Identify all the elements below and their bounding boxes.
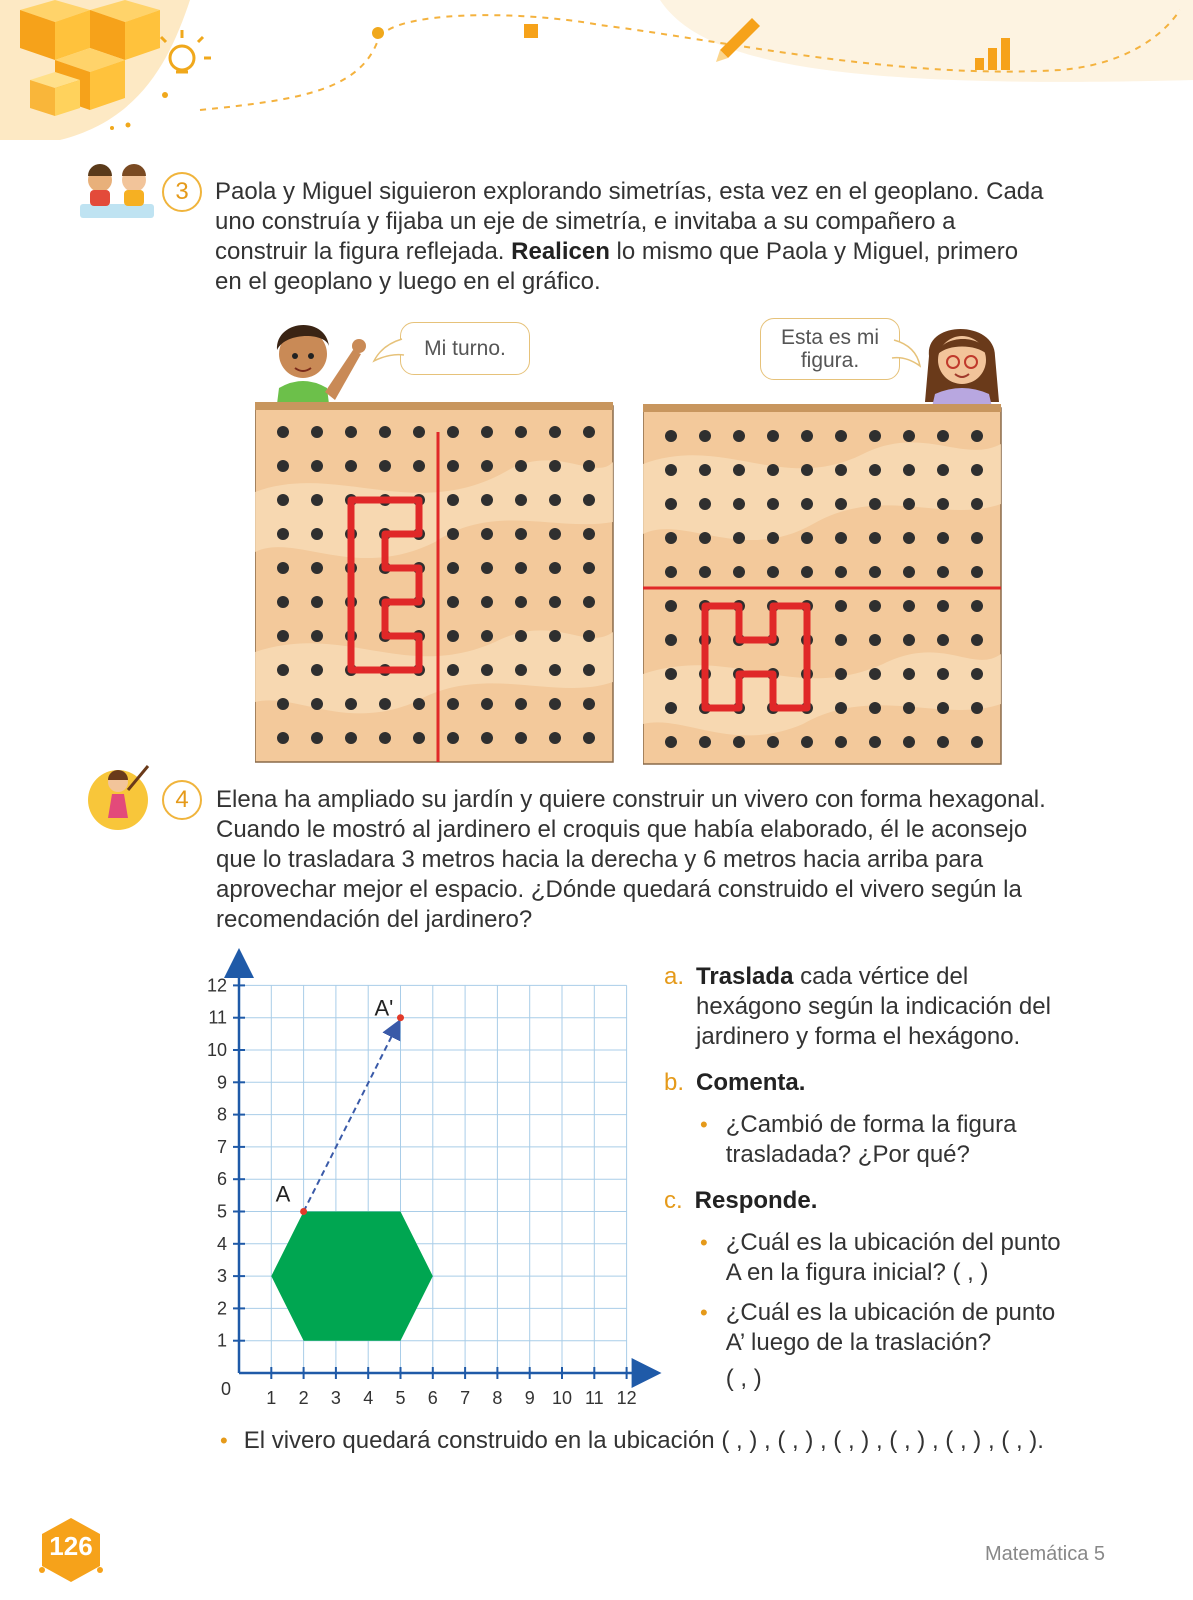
peg xyxy=(481,732,493,744)
peg xyxy=(869,702,881,714)
peg xyxy=(311,494,323,506)
peg xyxy=(413,698,425,710)
activity-3-text-end: lo mismo que Paola y Miguel, primero en el geoplano y luego en el gráfico. xyxy=(215,238,1019,295)
item-a-text xyxy=(696,962,1064,1052)
peg xyxy=(665,566,677,578)
y-tick-label: 4 xyxy=(216,1233,227,1254)
peg xyxy=(937,702,949,714)
peg xyxy=(311,630,323,642)
peg xyxy=(937,566,949,578)
peg xyxy=(515,732,527,744)
peg xyxy=(971,634,983,646)
bullet-icon: • xyxy=(700,1300,708,1325)
peg xyxy=(835,532,847,544)
peg xyxy=(733,498,745,510)
peg xyxy=(665,668,677,680)
peg xyxy=(481,596,493,608)
peg xyxy=(583,698,595,710)
item-c-bullet-2-text: ¿Cuál es la ubicación de punto A’ luego de la traslación? xyxy=(725,1299,1056,1356)
y-tick-label: 11 xyxy=(208,1007,227,1028)
peg xyxy=(801,430,813,442)
peg xyxy=(937,634,949,646)
item-c-letter: c. xyxy=(664,1187,683,1214)
peg xyxy=(481,494,493,506)
peg xyxy=(665,600,677,612)
peg xyxy=(903,600,915,612)
activity-3-bold-verb: Realicen xyxy=(511,238,610,265)
peg xyxy=(311,528,323,540)
peg xyxy=(835,464,847,476)
peg xyxy=(447,698,459,710)
peg xyxy=(869,430,881,442)
peg xyxy=(583,732,595,744)
peg xyxy=(481,562,493,574)
bullet-icon: • xyxy=(700,1112,708,1137)
peg xyxy=(937,464,949,476)
girl-speech-bubble: Esta es mi figura. xyxy=(760,318,900,380)
peg xyxy=(665,634,677,646)
y-tick-label: 12 xyxy=(206,975,227,996)
peg xyxy=(583,528,595,540)
x-tick-label: 6 xyxy=(427,1388,438,1408)
peg xyxy=(413,460,425,472)
origin-label: 0 xyxy=(221,1379,232,1399)
peg xyxy=(447,426,459,438)
peg xyxy=(665,464,677,476)
activity-4-subquestions xyxy=(664,962,1064,1394)
peg xyxy=(665,532,677,544)
peg xyxy=(903,668,915,680)
peg xyxy=(869,498,881,510)
peg xyxy=(733,430,745,442)
peg xyxy=(481,460,493,472)
peg xyxy=(311,664,323,676)
peg xyxy=(277,732,289,744)
peg xyxy=(515,562,527,574)
x-tick-label: 11 xyxy=(584,1388,604,1408)
peg xyxy=(583,460,595,472)
y-tick-label: 5 xyxy=(216,1201,227,1222)
peg xyxy=(515,698,527,710)
bullet-icon: • xyxy=(700,1230,708,1255)
peg xyxy=(767,736,779,748)
peg xyxy=(869,736,881,748)
x-tick-label: 1 xyxy=(266,1388,277,1408)
item-b-bold: Comenta. xyxy=(696,1069,806,1096)
item-c-bold: Responde. xyxy=(694,1187,818,1214)
peg xyxy=(903,702,915,714)
girl-with-pencil-icon xyxy=(88,760,156,832)
peg xyxy=(311,698,323,710)
peg xyxy=(665,736,677,748)
peg xyxy=(515,426,527,438)
tick-marks xyxy=(233,985,627,1379)
peg xyxy=(583,426,595,438)
peg xyxy=(277,596,289,608)
header-decoration xyxy=(0,0,1193,150)
peg xyxy=(549,426,561,438)
y-tick-label: 7 xyxy=(216,1136,227,1157)
peg xyxy=(733,566,745,578)
peg xyxy=(971,498,983,510)
book-title: Matemática 5 xyxy=(985,1543,1106,1565)
peg xyxy=(869,464,881,476)
geoplane-vertical-axis xyxy=(255,402,615,764)
peg xyxy=(311,426,323,438)
peg xyxy=(447,494,459,506)
peg xyxy=(903,566,915,578)
peg xyxy=(733,532,745,544)
peg xyxy=(801,498,813,510)
peg xyxy=(447,630,459,642)
point-a-prime-label: A' xyxy=(374,995,394,1021)
peg xyxy=(767,430,779,442)
peg xyxy=(277,562,289,574)
peg xyxy=(699,498,711,510)
peg xyxy=(481,528,493,540)
peg xyxy=(277,528,289,540)
peg xyxy=(379,698,391,710)
peg xyxy=(937,430,949,442)
peg xyxy=(903,498,915,510)
item-b-letter: b. xyxy=(664,1069,685,1096)
peg xyxy=(549,630,561,642)
y-tick-label: 6 xyxy=(216,1169,227,1190)
y-tick-label: 3 xyxy=(216,1266,227,1287)
activity-number-3: 3 xyxy=(162,172,202,212)
item-c-bullet-2-blank: ( , ) xyxy=(725,1365,762,1392)
peg xyxy=(379,732,391,744)
peg xyxy=(549,596,561,608)
peg xyxy=(379,426,391,438)
activity-4-problem-text: Elena ha ampliado su jardín y quiere construir un vivero con forma hexagonal. Cuando le mostró al jardinero el croquis que había elaborado, él le aconsejo que lo trasladara 3 metros hacia la derecha y 6 metros hacia arriba para aprovechar mejor el espacio. ¿Dónde quedará construido el vivero según la recomendación del jardinero? xyxy=(216,786,1046,933)
peg xyxy=(699,736,711,748)
peg xyxy=(481,698,493,710)
peg xyxy=(345,426,357,438)
peg xyxy=(801,736,813,748)
peg xyxy=(583,664,595,676)
item-c-bullet-2-body xyxy=(726,1298,1064,1394)
peg xyxy=(971,668,983,680)
peg xyxy=(767,498,779,510)
peg xyxy=(447,562,459,574)
peg xyxy=(903,464,915,476)
peg xyxy=(447,596,459,608)
peg xyxy=(971,532,983,544)
peg xyxy=(937,498,949,510)
students-reading-icon xyxy=(76,158,158,222)
peg xyxy=(447,460,459,472)
peg xyxy=(311,732,323,744)
peg xyxy=(481,664,493,676)
point-a-prime xyxy=(397,1014,404,1021)
point-a-label: A xyxy=(275,1181,291,1207)
speech-bubble-tail xyxy=(372,335,406,365)
peg xyxy=(665,430,677,442)
peg xyxy=(971,702,983,714)
peg xyxy=(971,566,983,578)
y-tick-label: 2 xyxy=(216,1298,227,1319)
peg xyxy=(665,498,677,510)
conclusion-text: El vivero quedará construido en la ubicación ( , ) , ( , ) , ( , ) , ( , ) , ( , ) , ( , ). xyxy=(243,1427,1044,1454)
item-c xyxy=(664,1186,1064,1216)
peg xyxy=(699,430,711,442)
y-tick-labels xyxy=(207,975,227,1350)
item-a-letter: a. xyxy=(664,963,685,990)
peg xyxy=(345,732,357,744)
translation-vector-arrow xyxy=(304,1023,399,1212)
peg xyxy=(515,664,527,676)
y-tick-label: 1 xyxy=(216,1330,227,1351)
item-a-rest: cada vértice del hexágono según la indicación del jardinero y forma el hexágono. xyxy=(696,963,1051,1050)
geoplane-horizontal-axis xyxy=(643,404,1005,766)
peg xyxy=(515,494,527,506)
y-tick-label: 10 xyxy=(206,1040,227,1060)
peg xyxy=(515,596,527,608)
peg xyxy=(583,596,595,608)
x-tick-label: 5 xyxy=(395,1388,406,1408)
peg xyxy=(971,600,983,612)
x-tick-label: 10 xyxy=(551,1388,573,1408)
x-tick-label: 7 xyxy=(460,1388,471,1408)
activity-3-text: Paola y Miguel siguieron explorando simetrías, esta vez en el geoplano. Cada uno construía y fijaba un eje de simetría, e invitaba a su compañero a construir la figura reflejada. xyxy=(215,178,1044,265)
peg xyxy=(447,732,459,744)
point-a xyxy=(300,1208,307,1215)
peg xyxy=(869,600,881,612)
peg xyxy=(801,532,813,544)
peg xyxy=(971,464,983,476)
item-c-bullet-2 xyxy=(664,1298,1064,1394)
peg xyxy=(937,600,949,612)
peg xyxy=(835,668,847,680)
peg xyxy=(699,532,711,544)
peg xyxy=(277,630,289,642)
bullet-icon: • xyxy=(220,1428,228,1453)
peg xyxy=(699,566,711,578)
peg xyxy=(665,702,677,714)
hexagon-shape xyxy=(271,1212,433,1341)
peg xyxy=(277,426,289,438)
item-b-bullet xyxy=(664,1110,1064,1170)
peg xyxy=(835,634,847,646)
peg xyxy=(767,566,779,578)
activity-3-instructions xyxy=(215,177,1045,297)
peg xyxy=(345,460,357,472)
peg xyxy=(345,698,357,710)
peg xyxy=(515,460,527,472)
peg xyxy=(413,732,425,744)
y-tick-label: 9 xyxy=(216,1072,227,1093)
peg xyxy=(515,528,527,540)
peg xyxy=(767,532,779,544)
x-tick-label: 12 xyxy=(616,1388,637,1408)
item-c-bullet-1 xyxy=(664,1228,1064,1288)
peg xyxy=(835,702,847,714)
peg xyxy=(835,430,847,442)
peg xyxy=(549,562,561,574)
peg xyxy=(549,528,561,540)
peg xyxy=(277,494,289,506)
conclusion-line xyxy=(220,1426,1090,1456)
x-tick-label: 8 xyxy=(492,1388,503,1408)
peg xyxy=(699,464,711,476)
peg xyxy=(549,664,561,676)
peg xyxy=(835,736,847,748)
x-tick-label: 3 xyxy=(330,1388,341,1408)
peg xyxy=(583,494,595,506)
y-tick-label: 8 xyxy=(216,1104,227,1125)
x-tick-label: 4 xyxy=(363,1388,374,1408)
peg xyxy=(835,566,847,578)
peg xyxy=(481,426,493,438)
peg xyxy=(767,464,779,476)
peg xyxy=(311,562,323,574)
item-a-bold: Traslada xyxy=(696,963,794,990)
peg xyxy=(937,532,949,544)
activity-number-4: 4 xyxy=(162,780,202,820)
boy-speech-bubble: Mi turno. xyxy=(400,322,530,375)
peg xyxy=(835,600,847,612)
item-b xyxy=(664,1068,1064,1098)
x-tick-label: 9 xyxy=(524,1388,535,1408)
peg xyxy=(869,532,881,544)
peg xyxy=(549,732,561,744)
peg xyxy=(971,736,983,748)
peg xyxy=(379,460,391,472)
peg xyxy=(549,494,561,506)
peg xyxy=(311,460,323,472)
peg xyxy=(733,464,745,476)
peg xyxy=(869,668,881,680)
peg xyxy=(277,698,289,710)
peg xyxy=(869,566,881,578)
peg xyxy=(311,596,323,608)
peg xyxy=(277,460,289,472)
peg xyxy=(549,460,561,472)
item-b-bullet-text: ¿Cambió de forma la figura trasladada? ¿Por qué? xyxy=(725,1111,1017,1168)
peg xyxy=(835,498,847,510)
peg xyxy=(903,532,915,544)
peg xyxy=(549,698,561,710)
peg xyxy=(903,430,915,442)
peg xyxy=(447,664,459,676)
peg xyxy=(869,634,881,646)
peg xyxy=(515,630,527,642)
x-tick-labels xyxy=(266,1388,636,1408)
peg xyxy=(447,528,459,540)
peg xyxy=(903,736,915,748)
item-c-bullet-1-text: ¿Cuál es la ubicación del punto A en la figura inicial? ( , ) xyxy=(725,1229,1061,1286)
x-tick-label: 2 xyxy=(298,1388,309,1408)
coordinate-grid-chart xyxy=(195,945,670,1415)
peg xyxy=(583,562,595,574)
peg xyxy=(801,566,813,578)
peg xyxy=(937,736,949,748)
peg xyxy=(413,426,425,438)
page-number: 126 xyxy=(49,1531,93,1561)
peg xyxy=(481,630,493,642)
peg xyxy=(937,668,949,680)
peg xyxy=(903,634,915,646)
peg xyxy=(583,630,595,642)
item-a xyxy=(664,962,1064,1052)
peg xyxy=(801,464,813,476)
peg xyxy=(277,664,289,676)
peg xyxy=(733,736,745,748)
peg xyxy=(971,430,983,442)
